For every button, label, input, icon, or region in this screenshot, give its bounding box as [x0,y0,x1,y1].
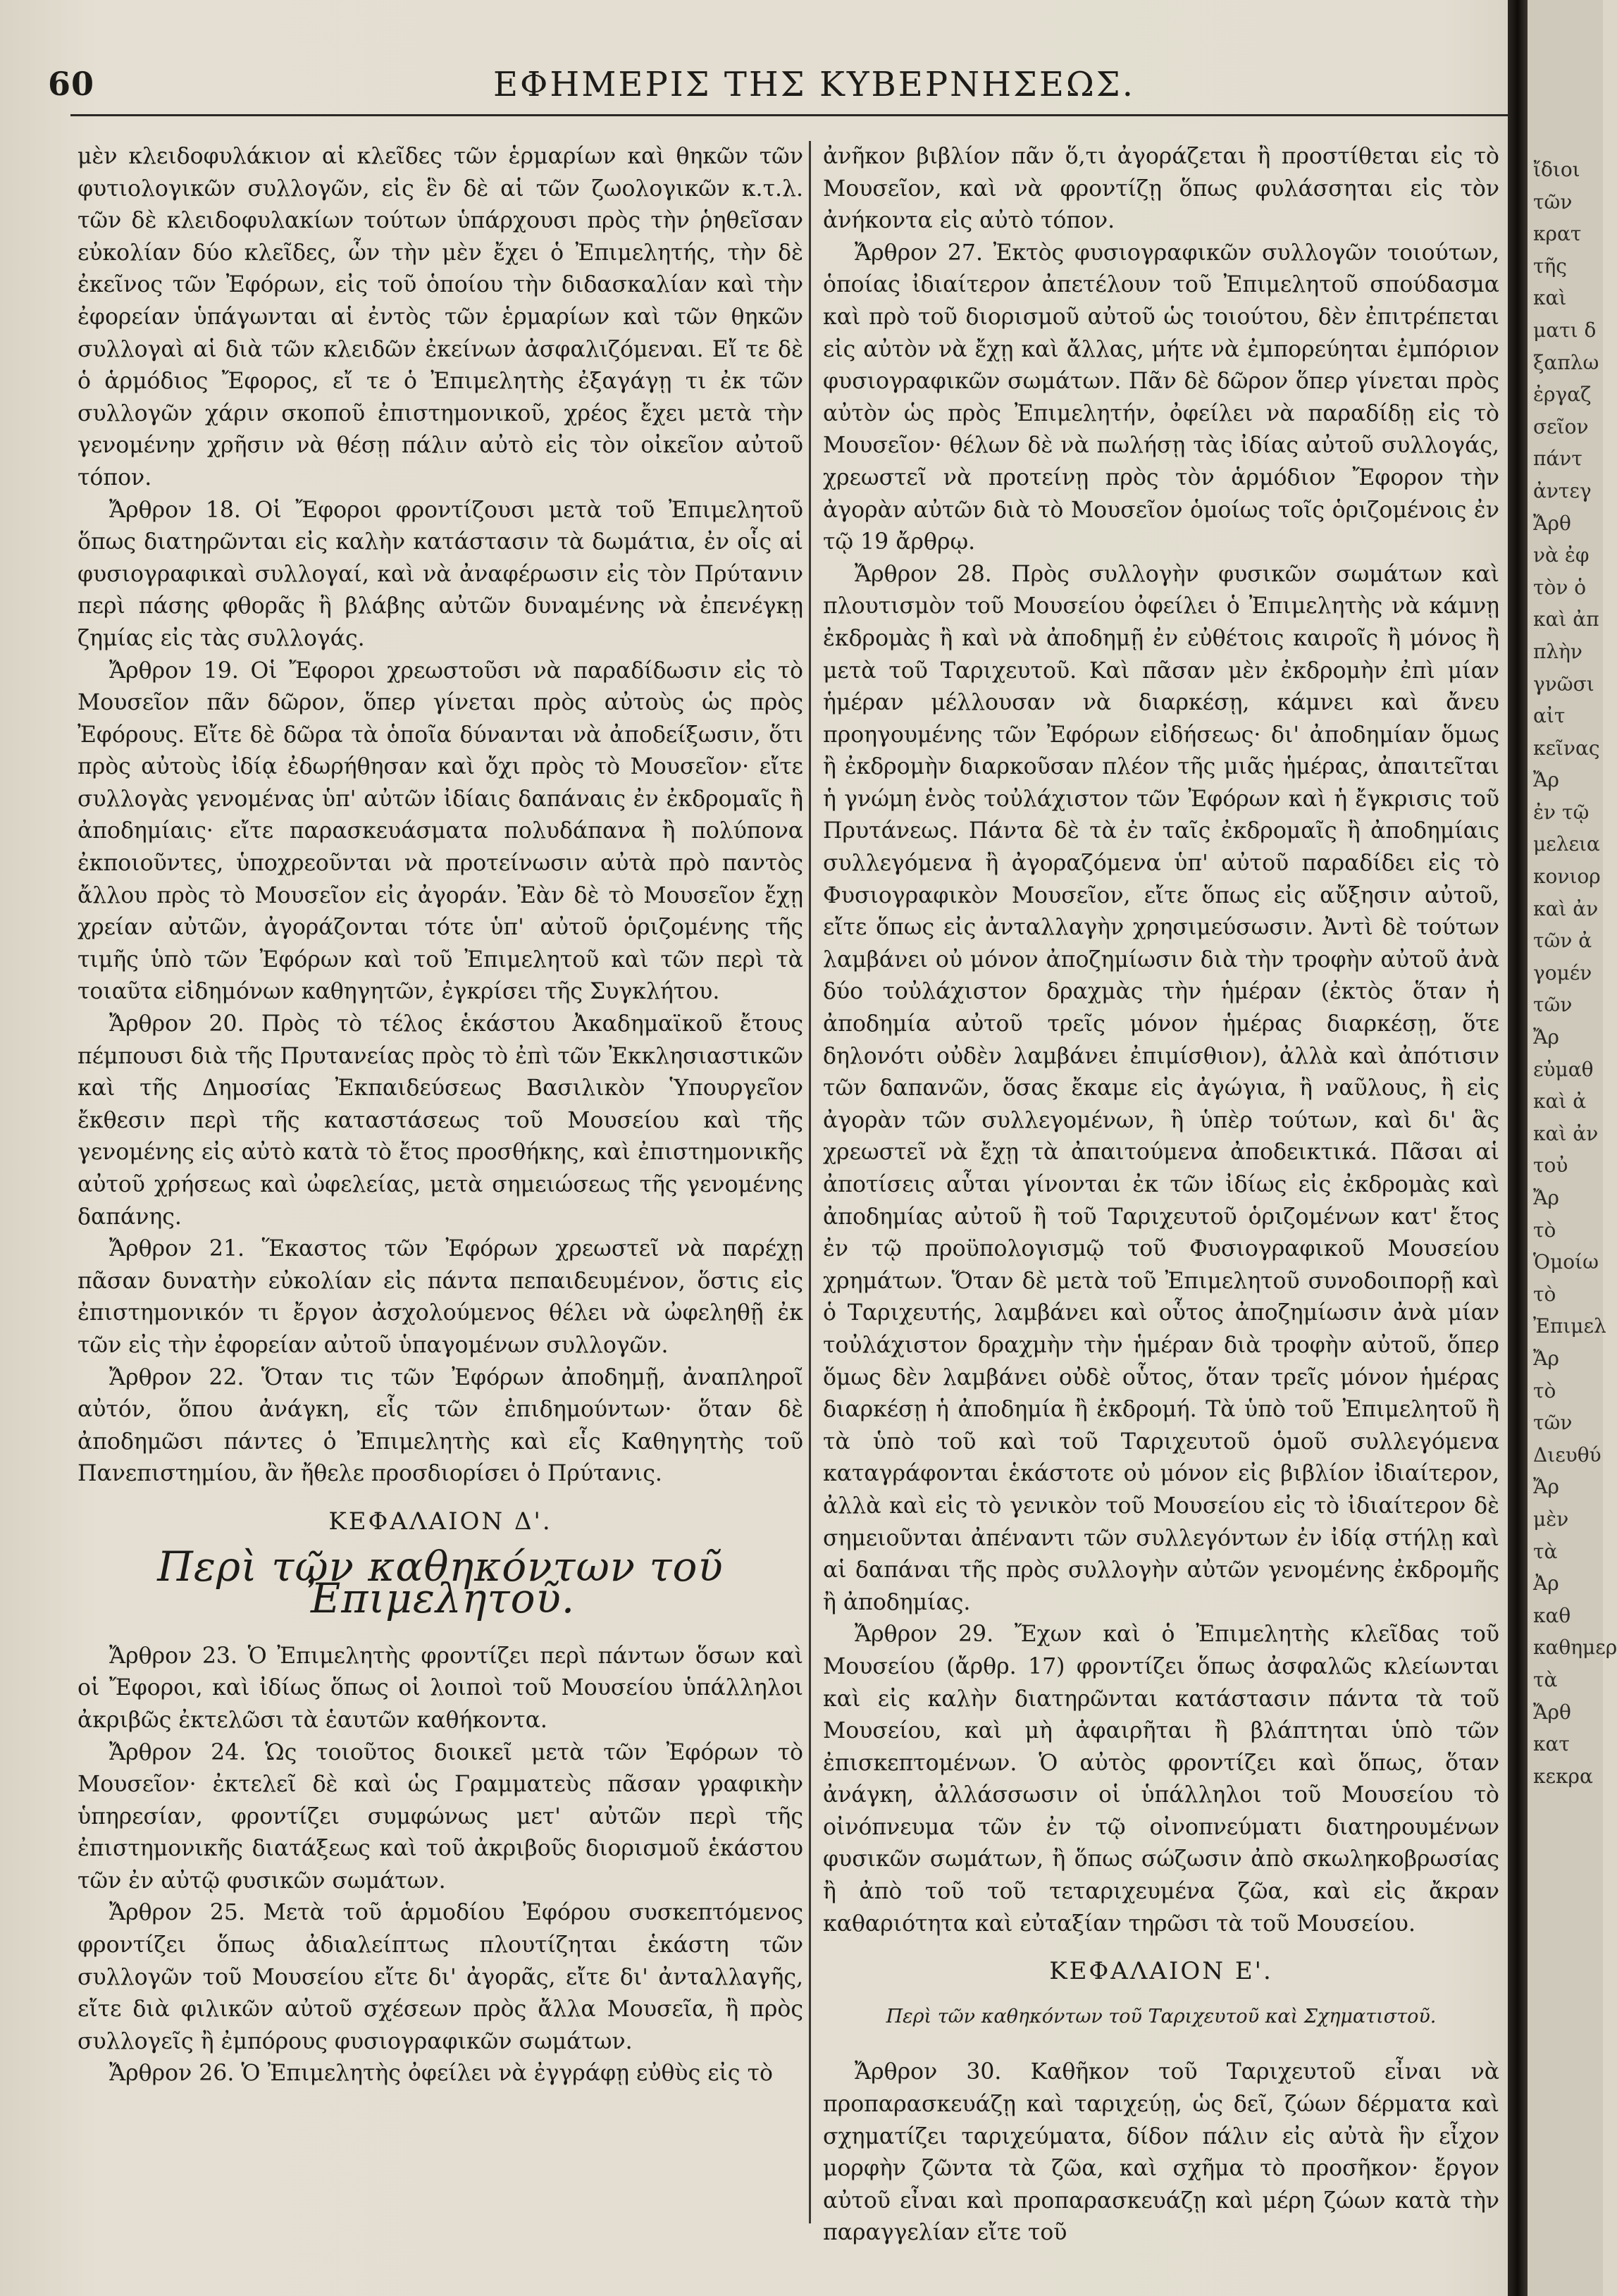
chapter-label: ΚΕΦΑΛΑΙΟΝ Δ'. [328,1507,552,1536]
article-20: Ἄρθρον 20. Πρὸς τὸ τέλος ἑκάστου Ἀκαδημαϊκοῦ ἔτους πέμπουσι διὰ τῆς Πρυτανείας πρὸς τὸ ἐπὶ τῶν Ἐκκλησιαστικῶν καὶ τῆς Δημοσίας Ἐκπαιδεύσεως Βασιλικὸν Ὑπουργεῖον ἔκθεσιν περὶ τῆς καταστάσεως τοῦ Μουσείου καὶ τῆς γενομένης εἰς αὐτὸ κατὰ τὸ ἔτος προσθήκης, καὶ ἐπιστημονικῆς αὐτοῦ χρήσεως καὶ ὠφελείας, μετὰ σημειώσεως τῆς γενομένης δαπάνης. [78,1011,803,1230]
next-page-edge [1528,0,1617,2296]
left-column [78,141,803,2090]
chapter-title: Περὶ τῶν καθηκόντων τοῦ Ταριχευτοῦ καὶ Σχηματιστοῦ. [886,2005,1437,2027]
right-column [823,141,1499,2249]
article-19: Ἄρθρον 19. Οἱ Ἔφοροι χρεωστοῦσι νὰ παραδίδωσιν εἰς τὸ Μουσεῖον πᾶν δῶρον, ὅπερ γίνεται πρὸς αὐτοὺς ὡς πρὸς Ἐφόρους. Εἴτε δὲ δῶρα τὰ ὁποῖα δύνανται νὰ ἀποδείξωσιν, ὅτι πρὸς αὐτοὺς ἰδίᾳ ἐδωρήθησαν καὶ ὄχι πρὸς τὸ Μουσεῖον· εἴτε συλλογὰς γενομένας ὑπ' αὐτῶν ἰδίαις δαπάναις ἐν ἐκδρομαῖς ἢ ἀποδημίαις· εἴτε παρασκευάσματα πολυδάπανα ἢ πολύπονα ἐκποιοῦντες, ὑποχρεοῦνται νὰ προτείνωσιν αὐτὰ πρὸ παντὸς ἄλλου πρὸς τὸ Μουσεῖον εἰς ἀγοράν. Ἐὰν δὲ τὸ Μουσεῖον ἔχῃ χρείαν αὐτῶν, ἀγοράζονται τότε ὑπ' αὐτοῦ ὁριζομένης τῆς τιμῆς ὑπὸ τῶν Ἐφόρων καὶ τοῦ Ἐπιμελητοῦ καὶ τῶν περὶ τὰ τοιαῦτα εἰδημόνων καθηγητῶν, ἐγκρίσει τῆς Συγκλήτου. [78,658,803,1005]
article-30: Ἄρθρον 30. Καθῆκον τοῦ Ταριχευτοῦ εἶναι νὰ προπαρασκευάζῃ καὶ ταριχεύῃ, ὡς δεῖ, ζώων δέρματα καὶ σχηματίζει ταριχεύματα, δίδον πάλιν εἰς αὐτὰ ἣν εἶχον μορφὴν ζῶντα τὰ ζῶα, καὶ σχῆμα τὸ προσῆκον· ἔργον αὐτοῦ εἶναι καὶ προπαρασκευάζῃ καὶ μέρη ζώων κατὰ τὴν παραγγελίαν εἴτε τοῦ [823,2059,1499,2246]
book-gutter [1508,0,1528,2296]
article-18: Ἄρθρον 18. Οἱ Ἔφοροι φροντίζουσι μετὰ τοῦ Ἐπιμελητοῦ ὅπως διατηρῶνται εἰς καλὴν κατάστασιν τὰ δωμάτια, ἐν οἷς αἱ φυσιογραφικαὶ συλλογαί, καὶ νὰ ἀναφέρωσιν εἰς τὸν Πρύτανιν περὶ πάσης φθορᾶς ἢ βλάβης αὐτῶν δυναμένης νὰ ἐπενέγκῃ ζημίας εἰς τὰς συλλογάς. [78,497,803,651]
chapter-title: Περὶ τῶν καθηκόντων τοῦ Ἐπιμελητοῦ. [157,1542,724,1623]
column-divider [809,141,811,2223]
header-rule [70,114,1508,116]
article-27: Ἄρθρον 27. Ἐκτὸς φυσιογραφικῶν συλλογῶν τοιούτων, ὁποίας ἰδιαίτερον ἀπετέλουν τοῦ Ἐπιμελητοῦ σπούδασμα καὶ πρὸ τοῦ διορισμοῦ αὐτοῦ ὡς τοιούτου, δὲν ἐπιτρέπεται εἰς αὐτὸν νὰ ἔχῃ καὶ ἄλλας, μήτε νὰ ἐμπορεύηται ἐμπόριον φυσιογραφικῶν σωμάτων. Πᾶν δὲ δῶρον ὅπερ γίνεται πρὸς αὐτὸν ὡς πρὸς Ἐπιμελητήν, ὀφείλει νὰ παραδίδῃ εἰς τὸ Μουσεῖον· θέλων δὲ νὰ πωλήσῃ τὰς ἰδίας αὐτοῦ συλλογάς, χρεωστεῖ νὰ προτείνῃ πρὸς τὸν ἁρμόδιον Ἔφορον τὴν ἀγορὰν αὐτῶν διὰ τὸ Μουσεῖον ὁμοίως τοῖς ὁριζομένοις ἐν τῷ 19 ἄρθρῳ. [823,240,1499,555]
paragraph-continuation: ἀνῆκον βιβλίον πᾶν ὅ,τι ἀγοράζεται ἢ προστίθεται εἰς τὸ Μουσεῖον, καὶ νὰ φροντίζῃ ὅπως φυλάσσηται εἰς τὸν ἀνήκοντα εἰς αὐτὸ τόπον. [823,144,1499,234]
article-23: Ἄρθρον 23. Ὁ Ἐπιμελητὴς φροντίζει περὶ πάντων ὅσων καὶ οἱ Ἔφοροι, καὶ ἰδίως ὅπως οἱ λοιποὶ τοῦ Μουσείου ὑπάλληλοι ἀκριβῶς ἐκτελῶσι τὰ ἑαυτῶν καθήκοντα. [78,1643,803,1733]
article-28: Ἄρθρον 28. Πρὸς συλλογὴν φυσικῶν σωμάτων καὶ πλουτισμὸν τοῦ Μουσείου ὀφείλει ὁ Ἐπιμελητὴς νὰ κάμνῃ ἐκδρομὰς ἢ καὶ νὰ ἀποδημῇ ἐν εὐθέτοις καιροῖς ἢ μόνος ἢ μετὰ τοῦ Ταριχευτοῦ. Καὶ πᾶσαν μὲν ἐκδρομὴν ἐπὶ μίαν ἡμέραν μέλλουσαν νὰ διαρκέσῃ, κάμνει καὶ ἄνευ προηγουμένης τῶν Ἐφόρων εἰδήσεως· δι' ἀποδημίαν ὅμως ἢ ἐκδρομὴν διαρκοῦσαν πλέον τῆς μιᾶς ἡμέρας, ἀπαιτεῖται ἡ γνώμη ἑνὸς τοὐλάχιστον τῶν Ἐφόρων καὶ ἡ ἔγκρισις τοῦ Πρυτάνεως. Πάντα δὲ τὰ ἐν ταῖς ἐκδρομαῖς ἢ ἀποδημίαις συλλεγόμενα ἢ ἀγοραζόμενα ὑπ' αὐτοῦ παραδίδει εἰς τὸ Φυσιογραφικὸν Μουσεῖον, εἴτε ὅπως εἰς αὔξησιν αὐτοῦ, εἴτε ὅπως εἰς ἀνταλλαγὴν χρησιμεύσωσιν. Ἀντὶ δὲ τούτων λαμβάνει οὐ μόνον ἀποζημίωσιν διὰ τὴν τροφὴν αὐτοῦ ἀνὰ δύο τοὐλάχιστον δραχμὰς τὴν ἡμέραν (ἐκτὸς ὅταν ἡ ἀποδημία αὐτοῦ τρεῖς μόνον ἡμέρας διαρκέσῃ, ὅτε δηλονότι οὐδὲν λαμβάνει ἐπιμίσθιον), ἀλλὰ καὶ ἀπότισιν τῶν δαπανῶν, ὅσας ἔκαμε εἰς ἀγώγια, ἢ ναῦλους, ἢ εἰς ἀγορὰν τῶν συλλεγομένων, ἢ ὑπὲρ τούτων, καὶ δι' ἃς χρεωστεῖ νὰ ἔχῃ τὰ ἀπαιτούμενα ἀποδεικτικά. Πᾶσαι αἱ ἀποτίσεις αὗται γίνονται ἐκ τῶν ἰδίως εἰς ἐκδρομὰς καὶ ἀποδημίας αὐτοῦ ἢ τοῦ Ταριχευτοῦ ὁριζομένων κατ' ἔτος ἐν τῷ προϋπολογισμῷ τοῦ Φυσιογραφικοῦ Μουσείου χρημάτων. Ὅταν δὲ μετὰ τοῦ Ἐπιμελητοῦ συνοδοιπορῇ καὶ ὁ Ταριχευτής, λαμβάνει καὶ οὗτος ἀποζημίωσιν ἀνὰ μίαν τοὐλάχιστον δραχμὴν τὴν ἡμέραν διὰ τροφὴν αὐτοῦ, ὅπερ ὅμως δὲν λαμβάνει οὐδὲ οὗτος, ὅταν τρεῖς μόνον ἡμέρας διαρκέσῃ ἡ ἀποδημία ἢ ἐκδρομή. Τὰ ὑπὸ τοῦ Ἐπιμελητοῦ ἢ τὰ ὑπὸ τοῦ καὶ τοῦ Ταριχευτοῦ ὁμοῦ συλλεγόμενα καταγράφονται ἑκάστοτε οὐ μόνον εἰς βιβλίον ἰδιαίτερον, ἀλλὰ καὶ εἰς τὸ γενικὸν τοῦ Μουσείου εἰς τὸ ἰδιαίτερον δὲ σημειοῦνται ἀπέναντι τῶν συλλεγόντων ἐν ἰδίᾳ στήλῃ καὶ αἱ δαπάναι τῆς πρὸς συλλογὴν αὐτῶν γενομένης ἐκδρομῆς ἢ ἀποδημίας. [823,561,1499,1615]
running-title: ΕΦΗΜΕΡΙΣ ΤΗΣ ΚΥΒΕΡΝΗΣΕΩΣ. [493,65,1135,104]
page-number: 60 [48,65,95,103]
article-22: Ἄρθρον 22. Ὅταν τις τῶν Ἐφόρων ἀποδημῇ, ἀναπληροῖ αὐτόν, ὅπου ἀνάγκη, εἷς τῶν ἐπιδημούντων· ὅταν δὲ ἀποδημῶσι πάντες ὁ Ἐπιμελητὴς καὶ εἷς Καθηγητὴς τοῦ Πανεπιστημίου, ἂν ἤθελε προσδιορίσει ὁ Πρύτανις. [78,1364,803,1487]
paragraph-continuation: μὲν κλειδοφυλάκιον αἱ κλεῖδες τῶν ἑρμαρίων καὶ θηκῶν τῶν φυτιολογικῶν συλλογῶν, εἰς ἓν δὲ αἱ τῶν ζωολογικῶν κ.τ.λ. τῶν δὲ κλειδοφυλακίων τούτων ὑπάρχουσι πρὸς τὴν ῥηθεῖσαν εὐκολίαν δύο κλεῖδες, ὧν τὴν μὲν ἔχει ὁ Ἐπιμελητής, τὴν δὲ ἐκεῖνος τῶν Ἐφόρων, εἰς τοῦ ὁποίου τὴν διδασκαλίαν καὶ τὴν ἐφορείαν ὑπάγωνται αἱ ἐντὸς τῶν ἑρμαρίων καὶ τῶν θηκῶν συλλογαὶ αἱ διὰ τῶν κλειδῶν ἐκείνων ἀσφαλιζόμεναι. Εἴ τε δὲ ὁ ἁρμόδιος Ἔφορος, εἴ τε ὁ Ἐπιμελητὴς ἐξαγάγῃ τι ἐκ τῶν συλλογῶν χάριν σκοποῦ ἐπιστημονικοῦ, χρέος ἔχει μετὰ τὴν γενομένην χρῆσιν νὰ θέσῃ πάλιν αὐτὸ εἰς τὸν οἰκεῖον αὐτοῦ τόπον. [78,144,803,490]
article-24: Ἄρθρον 24. Ὡς τοιοῦτος διοικεῖ μετὰ τῶν Ἐφόρων τὸ Μουσεῖον· ἐκτελεῖ δὲ καὶ ὡς Γραμματεὺς πᾶσαν γραφικὴν ὑπηρεσίαν, φροντίζει συμφώνως μετ' αὐτῶν περὶ τῆς ἐπιστημονικῆς διατάξεως καὶ τοῦ ἀκριβοῦς διορισμοῦ ἑκάστου τῶν ἐν αὐτῷ φυσικῶν σωμάτων. [78,1739,803,1894]
next-page-fragment: ἴδιοι τῶν κρατ τῆς καὶ ματι δ ξαπλω ἐργαζ σεῖον πάντ ἀντεγ Ἄρθ νὰ ἐφ τὸν ὁ καὶ ἀπ πλὴν γνῶσι αἰτ κεῖνας Ἄρ ἐν τῷ μελεια κονιορ καὶ ἀν τῶν ἀ γομέν τῶν Ἄρ εὐμαθ καὶ ἀ καὶ ἀν τοὐ Ἄρ τὸ Ὁμοίω τὸ Ἐπιμελ Ἄρ τὸ τῶν Διευθύ Ἄρ μὲν τὰ Ἀρ καθ καθημερ τὰ Ἄρθ κατ κεκρα [1533,158,1617,1788]
article-26: Ἄρθρον 26. Ὁ Ἐπιμελητὴς ὀφείλει νὰ ἐγγράφῃ εὐθὺς εἰς τὸ [109,2061,773,2087]
article-29: Ἄρθρον 29. Ἔχων καὶ ὁ Ἐπιμελητὴς κλεῖδας τοῦ Μουσείου (ἄρθρ. 17) φροντίζει ὅπως ἀσφαλῶς κλείωνται καὶ εἰς καλὴν διατηρῶνται κατάστασιν πάντα τὰ τοῦ Μουσείου, καὶ μὴ ἀφαιρῆται ἢ βλάπτηται ὑπὸ τῶν ἐπισκεπτομένων. Ὁ αὐτὸς φροντίζει καὶ ὅπως, ὅταν ἀνάγκη, ἀλλάσσωσιν οἱ ὑπάλληλοι τοῦ Μουσείου τὸ οἰνόπνευμα τῶν ἐν τῷ οἰνοπνεύματι διατηρουμένων φυσικῶν σωμάτων, ἢ ὅπως σώζωσιν ἀπὸ σκωληκοβρωσίας ἢ ἀπὸ τοῦ τοῦ τεταριχευμένα ζῶα, καὶ εἰς ἄκραν καθαριότητα καὶ εὐταξίαν τηρῶσι τὰ τοῦ Μουσείου. [823,1622,1499,1937]
chapter-label: ΚΕΦΑΛΑΙΟΝ Ε'. [1049,1957,1273,1986]
article-21: Ἄρθρον 21. Ἕκαστος τῶν Ἐφόρων χρεωστεῖ νὰ παρέχῃ πᾶσαν δυνατὴν εὐκολίαν εἰς πάντα πεπαιδευμένον, ὅστις εἰς ἐπιστημονικόν τι ἔργον ἀσχολούμενος θέλει νὰ ὠφεληθῇ ἐκ τῶν εἰς τὴν ἐφορείαν αὐτοῦ ὑπαγομένων συλλογῶν. [78,1236,803,1358]
article-25: Ἄρθρον 25. Μετὰ τοῦ ἁρμοδίου Ἐφόρου συσκεπτόμενος φροντίζει ὅπως ἀδιαλείπτως πλουτίζηται ἑκάστη τῶν συλλογῶν τοῦ Μουσείου εἴτε δι' ἀγορᾶς, εἴτε δι' ἀνταλλαγῆς, εἴτε διὰ φιλικῶν αὐτοῦ σχέσεων πρὸς ἄλλα Μουσεῖα, ἢ πρὸς συλλογεῖς ἢ ἐμπόρους φυσιογραφικῶν σωμάτων. [78,1900,803,2054]
